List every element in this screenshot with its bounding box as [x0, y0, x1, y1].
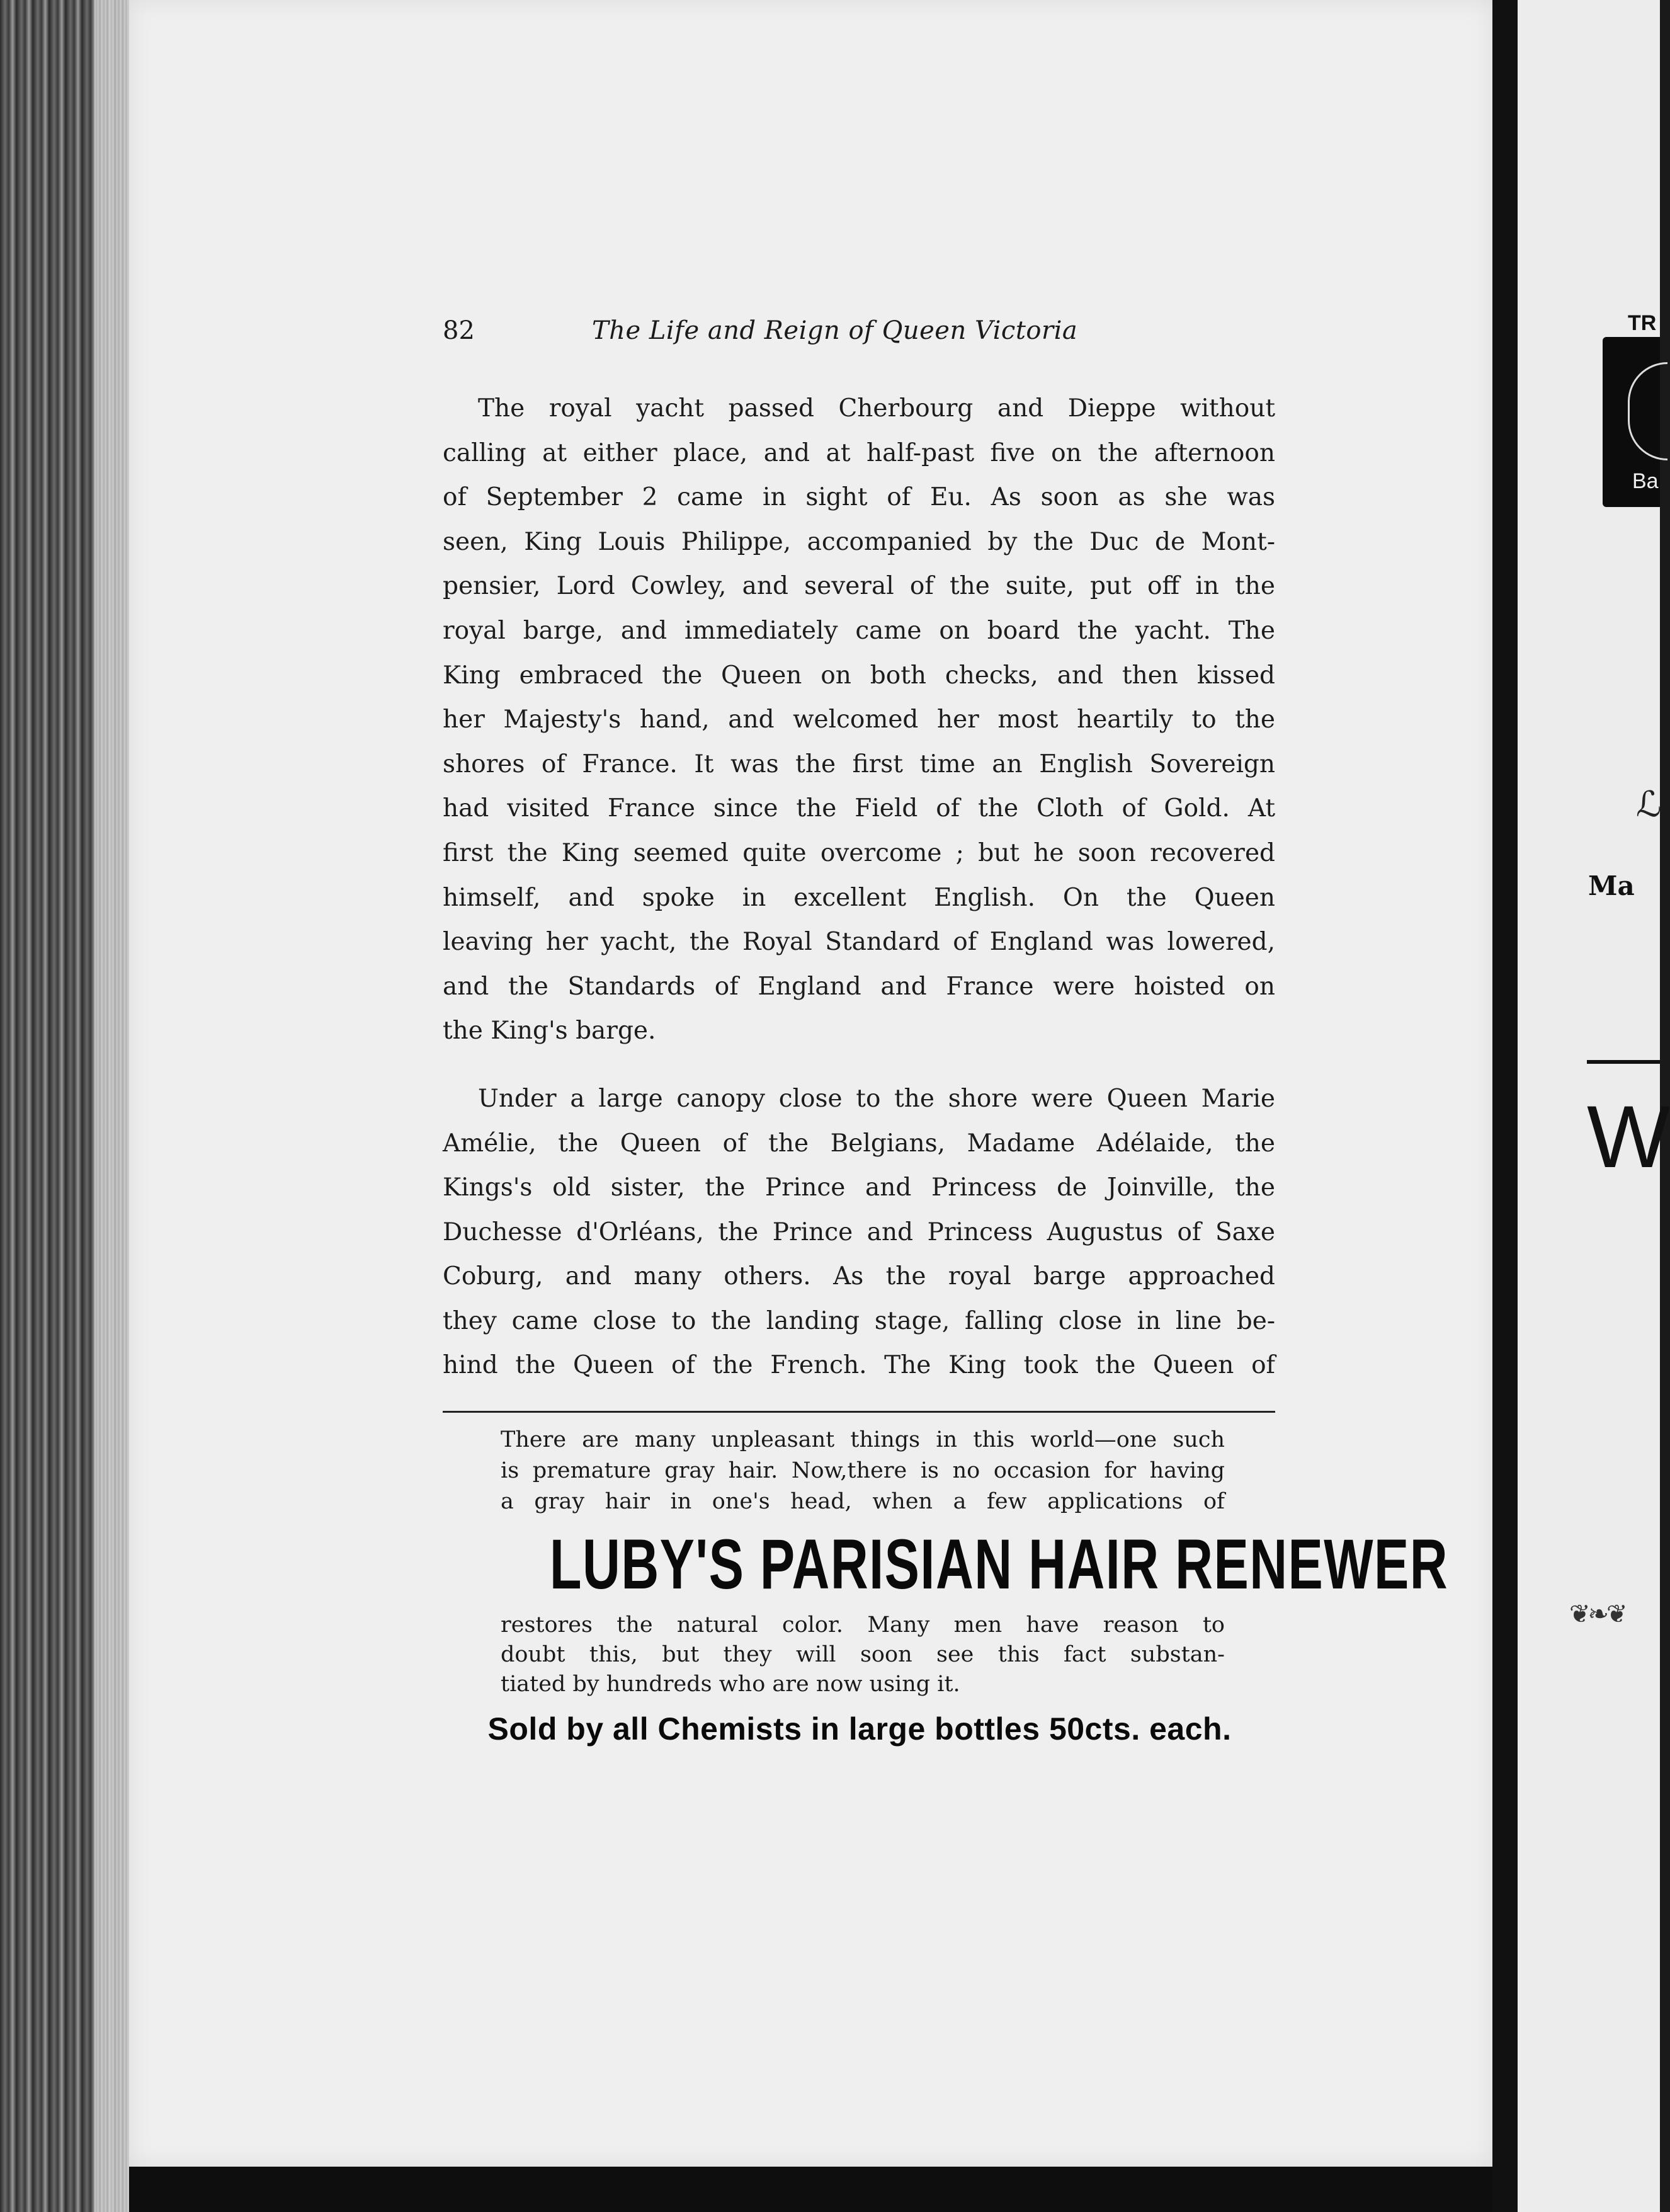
- body-text: [443, 387, 1275, 1388]
- floral-ornament-icon: ❦❧❦: [1569, 1600, 1625, 1629]
- next-page-fragment-mid: Ma: [1588, 870, 1635, 901]
- page-header: [443, 316, 1274, 360]
- text-line: Kings's old sister, the Prince and Princess de Joinville, the: [443, 1173, 1275, 1202]
- text-line: shores of France. It was the first time an English Sovereign: [443, 750, 1275, 778]
- text-line: Amélie, the Queen of the Belgians, Madame Adélaide, the: [443, 1129, 1275, 1158]
- text-line: Under a large canopy close to the shore were Queen Marie: [478, 1084, 1275, 1113]
- page-bottom-shadow: [129, 2167, 1492, 2212]
- ad-intro-line: a gray hair in one's head, when a few applications of: [501, 1489, 1225, 1514]
- next-page-fragment-large: W: [1587, 1087, 1670, 1186]
- text-line: calling at either place, and at half-past five on the afternoon: [443, 438, 1275, 467]
- text-line: royal barge, and immediately came on board the yacht. The: [443, 616, 1275, 645]
- text-line: and the Standards of England and France were hoisted on: [443, 972, 1275, 1001]
- page-number: 82: [443, 316, 475, 345]
- ad-body: [501, 1611, 1225, 1699]
- text-line: Duchesse d'Orléans, the Prince and Princess Augustus of Saxe: [443, 1217, 1275, 1246]
- text-line: had visited France since the Field of the Cloth of Gold. At: [443, 794, 1275, 823]
- text-line: her Majesty's hand, and welcomed her most heartily to the: [443, 705, 1275, 734]
- text-line: hind the Queen of the French. The King took the Queen of: [443, 1351, 1275, 1380]
- next-page-fragment-top: TR: [1628, 311, 1657, 335]
- text-line: seen, King Louis Philippe, accompanied by the Duc de Mont-: [443, 527, 1275, 556]
- next-page-badge-text: Ba: [1632, 469, 1659, 493]
- text-line: Coburg, and many others. As the royal barge approached: [443, 1262, 1275, 1291]
- ad-body-line: restores the natural color. Many men have reason to: [501, 1612, 1225, 1638]
- ad-intro: [501, 1425, 1225, 1517]
- text-line: himself, and spoke in excellent English. On the Queen: [443, 883, 1275, 912]
- running-title: The Life and Reign of Queen Victoria: [592, 316, 1078, 345]
- ad-body-line: doubt this, but they will soon see this fact substan-: [501, 1642, 1225, 1667]
- advertisement-divider: [443, 1411, 1275, 1413]
- ad-body-line: tiated by hundreds who are now using it.: [501, 1672, 960, 1697]
- text-line: King embraced the Queen on both checks, and then kissed: [443, 661, 1275, 690]
- text-line: leaving her yacht, the Royal Standard of England was lowered,: [443, 928, 1275, 957]
- text-line: first the King seemed quite overcome ; but he soon recovered: [443, 838, 1275, 867]
- text-line: The royal yacht passed Cherbourg and Dieppe without: [478, 394, 1275, 423]
- paragraph-gap: [443, 1054, 1275, 1077]
- ad-intro-line: is premature gray hair. Now,there is no occasion for having: [501, 1458, 1225, 1483]
- text-line: they came close to the landing stage, falling close in line be-: [443, 1306, 1275, 1335]
- ad-intro-line: There are many unpleasant things in this world—one such: [501, 1427, 1225, 1452]
- ad-sold-line: Sold by all Chemists in large bottles 50cts. each.: [487, 1711, 1232, 1747]
- text-line: of September 2 came in sight of Eu. As soon as she was: [443, 483, 1275, 512]
- page-gutter: [1492, 0, 1518, 2212]
- next-page-rule: [1587, 1060, 1660, 1064]
- swirl-ornament-icon: ℒ: [1636, 784, 1662, 825]
- advertisement: [441, 1425, 1449, 1747]
- text-line: pensier, Lord Cowley, and several of the suite, put off in the: [443, 572, 1275, 601]
- ad-headline: LUBY'S PARISIAN HAIR RENEWER: [549, 1525, 1449, 1604]
- page-edges: [94, 0, 132, 2212]
- text-line: the King's barge.: [443, 1017, 656, 1046]
